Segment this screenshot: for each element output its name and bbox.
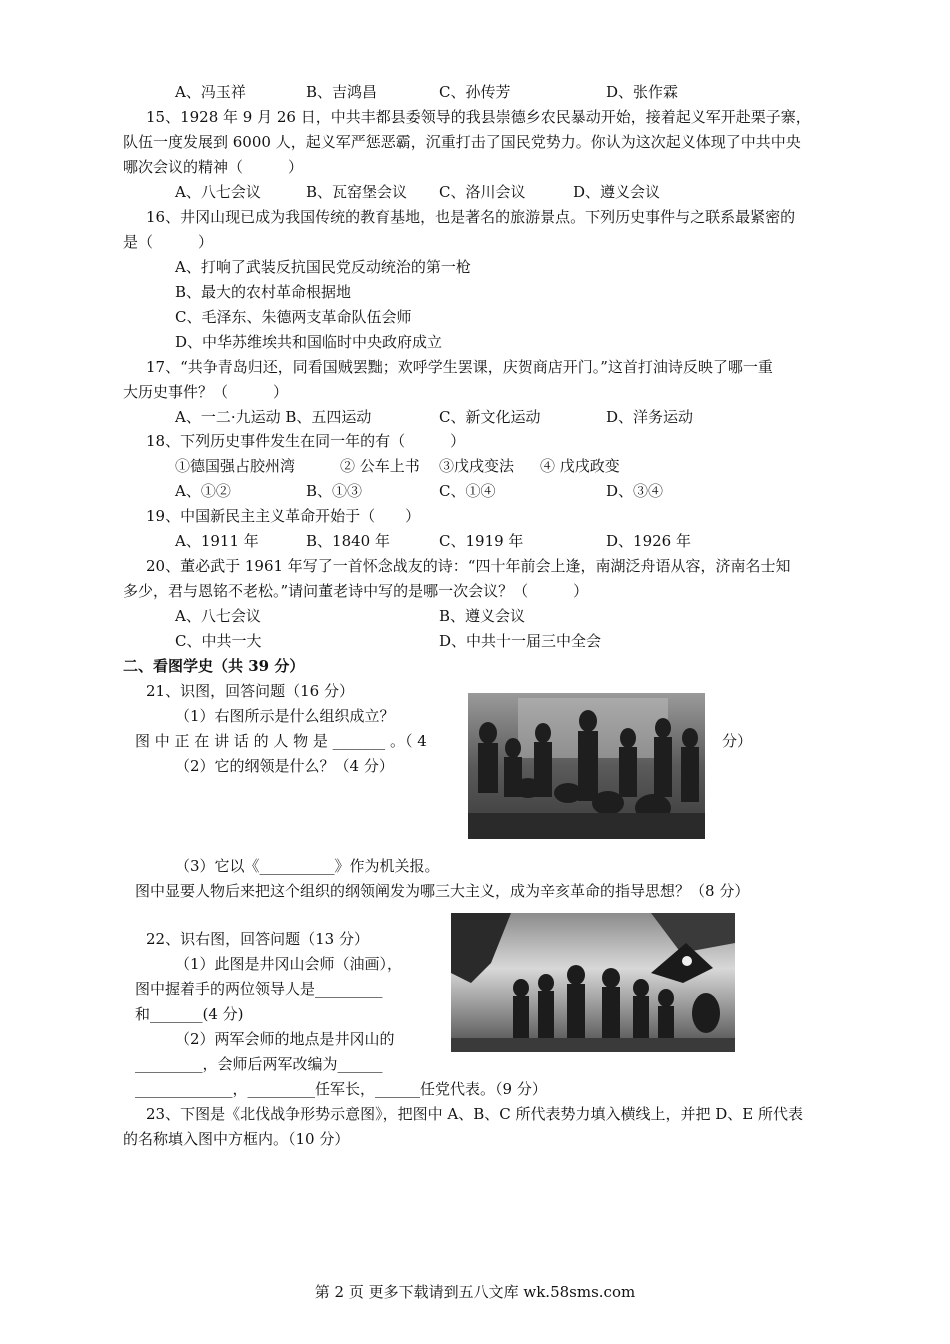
q19-option-b: B、1840 年: [306, 532, 390, 550]
q17-line-1: 17、“共争青岛归还，同看国贼罢黜；欢呼学生罢课，庆贺商店开门。”这首打油诗反映了哪一重: [146, 358, 773, 376]
q18-line: 18、下列历史事件发生在同一年的有（ ）: [146, 432, 466, 450]
q22-sub-2b: _________，会师后两军改编为______: [135, 1055, 383, 1073]
q20-option-d: D、中共十一届三中全会: [439, 632, 602, 650]
q15-option-d: D、遵义会议: [573, 183, 661, 201]
q18-option-c: C、①④: [439, 482, 496, 500]
q21-sub-3: （3）它以《__________》作为机关报。: [175, 857, 440, 875]
section-2-title: 二、看图学史（共 39 分）: [123, 657, 305, 675]
q17-option-c: C、新文化运动: [439, 408, 541, 426]
q18-option-a: A、①②: [175, 482, 231, 500]
q15-option-b: B、瓦窑堡会议: [306, 183, 408, 201]
q18-item-3: ③戊戌变法: [439, 457, 515, 475]
q20-option-a: A、八七会议: [175, 607, 261, 625]
q18-item-1: ①德国强占胶州湾: [175, 457, 296, 475]
q21-photo: [468, 693, 705, 839]
q16-option-c: C、毛泽东、朱德两支革命队伍会师: [175, 308, 412, 326]
q22-sub-2c: _____________，_________任军长，______任党代表。（9 分）: [135, 1080, 547, 1098]
q22-sub-1b: 图中握着手的两位领导人是_________: [135, 980, 383, 998]
q14-option-d: D、张作霖: [606, 83, 679, 101]
q14-option-a: A、冯玉祥: [175, 83, 246, 101]
q15-option-c: C、洛川会议: [439, 183, 526, 201]
q19-line: 19、中国新民主主义革命开始于（ ）: [146, 507, 421, 525]
q22-sub-2: （2）两军会师的地点是井冈山的: [175, 1030, 395, 1048]
q14-option-c: C、孙传芳: [439, 83, 511, 101]
q23-line-2: 的名称填入图中方框内。（10 分）: [123, 1130, 350, 1148]
q16-option-b: B、最大的农村革命根据地: [175, 283, 352, 301]
q19-option-d: D、1926 年: [606, 532, 691, 550]
q21-sub-1: （1）右图所示是什么组织成立？: [175, 707, 395, 725]
q21-sub-4: 图中显要人物后来把这个组织的纲领阐发为哪三大主义，成为辛亥革命的指导思想？（8 分）: [135, 882, 750, 900]
q21-photo-image: [468, 693, 705, 839]
q15-line-3: 哪次会议的精神（ ）: [123, 158, 304, 176]
q17-option-ab: A、一二·九运动 B、五四运动: [175, 408, 372, 426]
q14-option-b: B、吉鸿昌: [306, 83, 378, 101]
q21-line: 21、识图，回答问题（16 分）: [146, 682, 354, 700]
q20-option-b: B、遵义会议: [439, 607, 526, 625]
q21-sub-1c: 分）: [722, 732, 753, 750]
q15-option-a: A、八七会议: [175, 183, 261, 201]
q18-item-2: ② 公车上书: [340, 457, 420, 475]
q19-option-c: C、1919 年: [439, 532, 524, 550]
q17-line-2: 大历史事件？（ ）: [123, 383, 289, 401]
q17-option-d: D、洋务运动: [606, 408, 694, 426]
q21-sub-1b: 图 中 正 在 讲 话 的 人 物 是 _______ 。（ 4: [135, 732, 427, 750]
q22-painting-image: [451, 913, 735, 1052]
q16-option-d: D、中华苏维埃共和国临时中央政府成立: [175, 333, 443, 351]
q21-sub-2: （2）它的纲领是什么？（4 分）: [175, 757, 394, 775]
q15-line-1: 15、1928 年 9 月 26 日，中共丰都县委领导的我县崇德乡农民暴动开始，接着起义军开赴栗子寨，: [146, 108, 811, 126]
q22-sub-1: （1）此图是井冈山会师（油画），: [175, 955, 403, 973]
q23-line-1: 23、下图是《北伐战争形势示意图》，把图中 A、B、C 所代表势力填入横线上，并把 D、E 所代表: [146, 1105, 803, 1123]
q20-line-1: 20、董必武于 1961 年写了一首怀念战友的诗：“四十年前会上逢，南湖泛舟语从容，济南名士知: [146, 557, 791, 575]
page-footer: 第 2 页 更多下载请到五八文库 wk.58sms.com: [314, 1283, 636, 1301]
q22-line: 22、识右图，回答问题（13 分）: [146, 930, 369, 948]
q20-line-2: 多少，君与恩铭不老松。”请问董老诗中写的是哪一次会议？（ ）: [123, 582, 589, 600]
q22-painting: [451, 913, 735, 1052]
q18-item-4: ④ 戊戌政变: [540, 457, 620, 475]
q16-option-a: A、打响了武装反抗国民党反动统治的第一枪: [175, 258, 471, 276]
q18-option-b: B、①③: [306, 482, 363, 500]
q15-line-2: 队伍一度发展到 6000 人，起义军严惩恶霸，沉重打击了国民党势力。你认为这次起义体现了中共中央: [123, 133, 801, 151]
q16-line-1: 16、井冈山现已成为我国传统的教育基地，也是著名的旅游景点。下列历史事件与之联系最紧密的: [146, 208, 796, 226]
q22-sub-1c: 和_______(4 分): [135, 1005, 244, 1023]
q19-option-a: A、1911 年: [175, 532, 259, 550]
q16-line-2: 是（ ）: [123, 233, 214, 251]
q20-option-c: C、中共一大: [175, 632, 262, 650]
q18-option-d: D、③④: [606, 482, 664, 500]
